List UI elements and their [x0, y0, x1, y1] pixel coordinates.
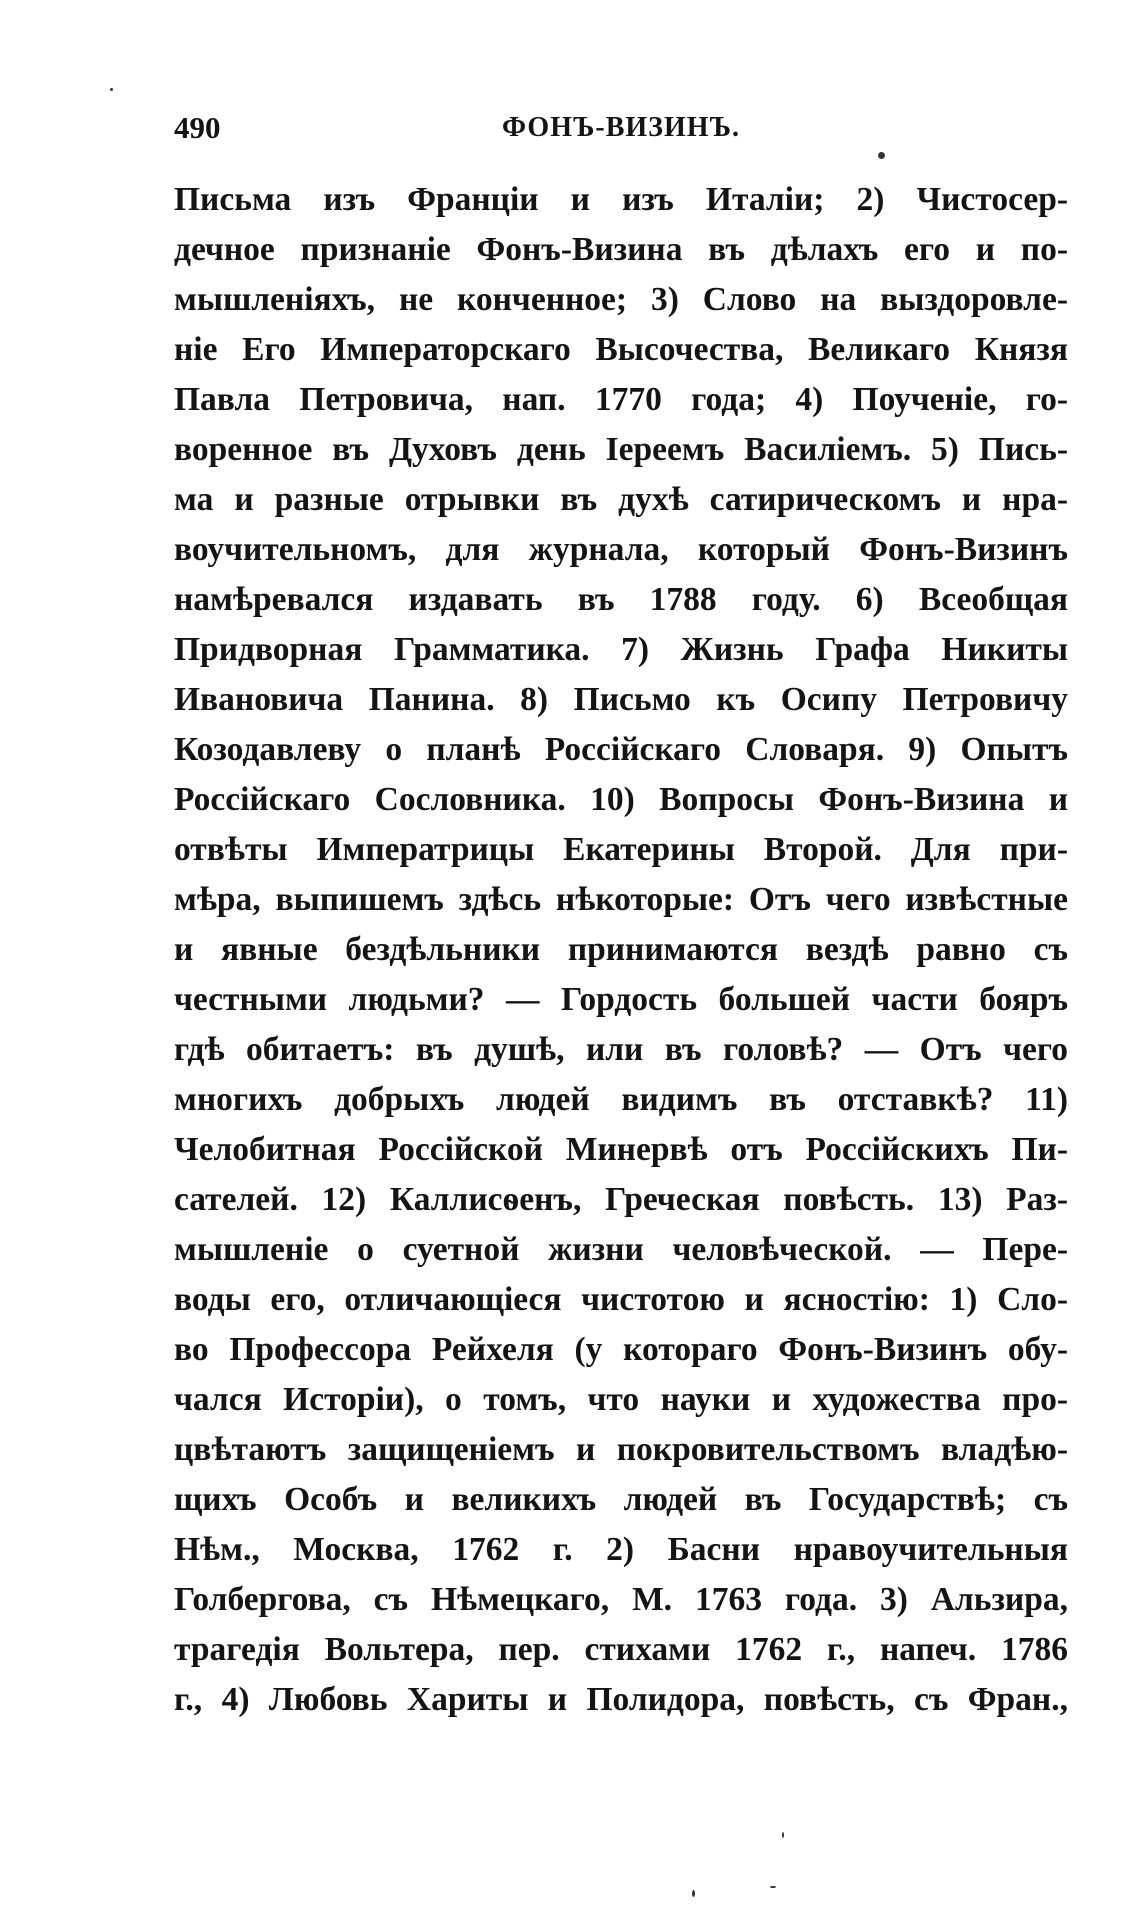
running-head: ФОНЪ-ВИЗИНЪ. [502, 112, 740, 143]
text-line: Нѣм., Москва, 1762 г. 2) Басни нравоучительныя [174, 1531, 1068, 1568]
text-line: чался Исторіи), о томъ, что науки и художества про- [174, 1381, 1068, 1418]
text-line: Ивановича Панина. 8) Письмо къ Осипу Петровичу [174, 681, 1068, 718]
text-line: воучительномъ, для журнала, который Фонъ-Визинъ [174, 531, 1068, 568]
text-line: Письма изъ Франціи и изъ Италіи; 2) Чистосер- [174, 181, 1068, 218]
text-line: намѣревался издавать въ 1788 году. 6) Всеобщая [174, 581, 1068, 618]
text-line: г., 4) Любовь Хариты и Полидора, повѣсть, съ Фран., [174, 1681, 1068, 1718]
text-line: дечное признаніе Фонъ-Визина въ дѣлахъ его и по- [174, 231, 1068, 268]
text-line: Придворная Грамматика. 7) Жизнь Графа Никиты [174, 631, 1068, 668]
text-line: щихъ Особъ и великихъ людей въ Государствѣ; съ [174, 1481, 1068, 1518]
text-line: сателей. 12) Каллисѳенъ, Греческая повѣсть. 13) Раз- [174, 1181, 1068, 1218]
text-line: цвѣтаютъ защищеніемъ и покровительствомъ владѣю- [174, 1431, 1068, 1468]
scan-speck [782, 1832, 784, 1838]
text-line: Павла Петровича, нап. 1770 года; 4) Поученіе, го- [174, 381, 1068, 418]
scan-speck [110, 88, 113, 91]
text-line: многихъ добрыхъ людей видимъ въ отставкѣ? 11) [174, 1081, 1068, 1118]
text-line: Голбергова, съ Нѣмецкаго, М. 1763 года. 3) Альзира, [174, 1581, 1068, 1618]
text-line: отвѣты Императрицы Екатерины Второй. Для при- [174, 831, 1068, 868]
scan-speck [692, 1890, 695, 1897]
body-text [174, 175, 1068, 1725]
text-line: Козодавлеву о планѣ Россійскаго Словаря. 9) Опытъ [174, 731, 1068, 768]
text-line: мышленіяхъ, не конченное; 3) Слово на выздоровле- [174, 281, 1068, 318]
text-line: и явные бездѣльники принимаются вездѣ равно съ [174, 931, 1068, 968]
text-line: ма и разные отрывки въ духѣ сатирическомъ и нра- [174, 481, 1068, 518]
scan-speck [878, 152, 885, 159]
scan-speck [770, 1886, 776, 1888]
text-line: Россійскаго Сословника. 10) Вопросы Фонъ-Визина и [174, 781, 1068, 818]
text-line: мышленіе о суетной жизни человѣческой. — Пере- [174, 1231, 1068, 1268]
text-line: воренное въ Духовъ день Іереемъ Василіемъ. 5) Пись- [174, 431, 1068, 468]
text-line: мѣра, выпишемъ здѣсь нѣкоторые: Отъ чего извѣстные [174, 881, 1068, 918]
page-header [174, 108, 1068, 148]
text-line: трагедія Вольтера, пер. стихами 1762 г., напеч. 1786 [174, 1631, 1068, 1668]
text-line: во Профессора Рейхеля (у котораго Фонъ-Визинъ обу- [174, 1331, 1068, 1368]
text-line: воды его, отличающіеся чистотою и ясностію: 1) Сло- [174, 1281, 1068, 1318]
page-number: 490 [174, 110, 221, 145]
text-line: ніе Его Императорскаго Высочества, Великаго Князя [174, 331, 1068, 368]
text-line: честными людьми? — Гордость большей части бояръ [174, 981, 1068, 1018]
text-line: Челобитная Россійской Минервѣ отъ Россійскихъ Пи- [174, 1131, 1068, 1168]
text-line: гдѣ обитаетъ: въ душѣ, или въ головѣ? — Отъ чего [174, 1031, 1068, 1068]
